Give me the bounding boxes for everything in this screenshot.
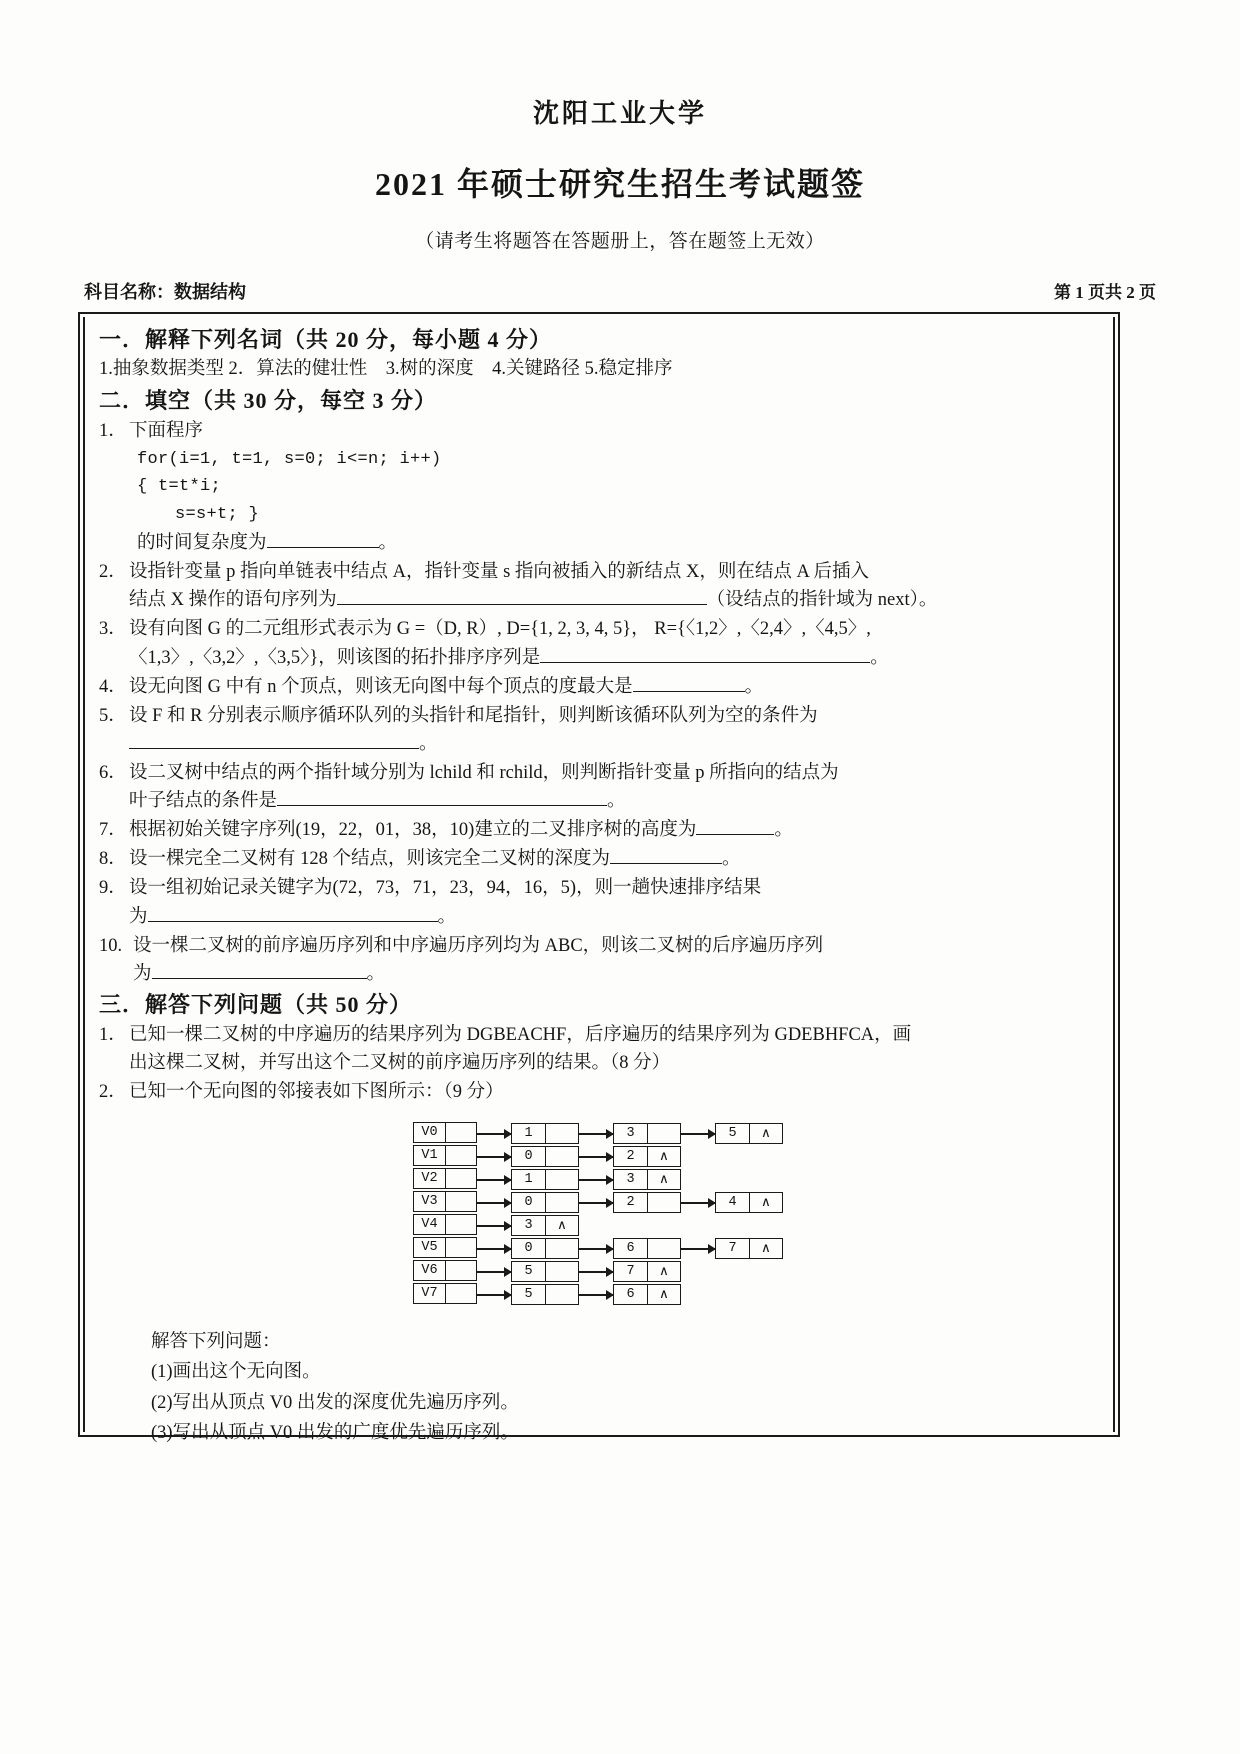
subject-label: 科目名称：数据结构 xyxy=(84,282,246,302)
answer-blank[interactable] xyxy=(152,961,367,979)
node-next-cell xyxy=(546,1170,578,1189)
question-number: 2． xyxy=(99,562,127,583)
pointer-arrow-icon xyxy=(681,1202,715,1204)
vertex-label: V6 xyxy=(414,1261,446,1280)
adjacency-node xyxy=(613,1284,681,1305)
question-number: 1． xyxy=(99,420,127,441)
question-text: 已知一个无向图的邻接表如下图所示：（9 分） xyxy=(129,1082,504,1103)
code-line-3: s=s+t; } xyxy=(175,504,260,524)
vertex-label: V1 xyxy=(414,1146,446,1165)
adjacency-node xyxy=(613,1238,681,1259)
subquestions-block xyxy=(151,1328,1097,1448)
s3q1-line-2: 出这棵二叉树，并写出这个二叉树的前序遍历序列的结果。（8 分） xyxy=(129,1053,671,1074)
pointer-arrow-icon xyxy=(477,1294,511,1296)
q9-line-1: 设一组初始记录关键字为(72，73，71，23，94，16，5)，则一趟快速排序结果 xyxy=(129,878,762,899)
adjacency-node xyxy=(613,1169,681,1190)
pointer-arrow-icon xyxy=(579,1133,613,1135)
node-value: 7 xyxy=(614,1262,648,1281)
question-text xyxy=(129,845,1097,873)
title-block xyxy=(0,0,1240,253)
nil-terminator-icon: ∧ xyxy=(659,1264,669,1280)
exam-note: （请考生将题答在答题册上，答在题签上无效） xyxy=(415,230,825,252)
section2-question-7 xyxy=(99,816,1097,844)
q2-line2-post: （设结点的指针域为 next）。 xyxy=(706,590,938,611)
vertex-head-cell xyxy=(413,1237,477,1258)
section2-question-6 xyxy=(99,759,1097,815)
node-value: 3 xyxy=(512,1216,546,1235)
q8-post: 。 xyxy=(722,849,741,870)
adjacency-node xyxy=(613,1261,681,1282)
node-next-cell xyxy=(648,1193,680,1212)
question-number: 9． xyxy=(99,878,127,899)
node-next-cell xyxy=(648,1124,680,1143)
nil-terminator-icon: ∧ xyxy=(761,1126,771,1142)
vertex-head-cell xyxy=(413,1191,477,1212)
pointer-arrow-icon xyxy=(477,1225,511,1227)
adjacency-node xyxy=(511,1169,579,1190)
section2-question-9 xyxy=(99,874,1097,930)
adjacency-node xyxy=(715,1123,783,1144)
node-value: 1 xyxy=(512,1170,546,1189)
vertex-label: V0 xyxy=(414,1123,446,1142)
pointer-arrow-icon xyxy=(681,1248,715,1250)
q10-line2-post: 。 xyxy=(366,963,386,984)
subquestion-3: (3)写出从顶点 V0 出发的广度优先遍历序列。 xyxy=(151,1422,519,1443)
vertex-head-cell xyxy=(413,1214,477,1235)
answer-blank[interactable] xyxy=(129,731,419,749)
node-next-cell xyxy=(750,1193,782,1212)
section2-question-1 xyxy=(99,417,1097,445)
adjacency-row xyxy=(413,1214,783,1237)
question-number: 3． xyxy=(99,619,127,640)
question-number: 8． xyxy=(99,849,127,870)
node-value: 5 xyxy=(716,1124,750,1143)
pointer-arrow-icon xyxy=(579,1179,613,1181)
section3-question-1 xyxy=(99,1021,1097,1077)
nil-terminator-icon: ∧ xyxy=(761,1195,771,1211)
question-text xyxy=(133,932,1097,988)
section2-question-2 xyxy=(99,558,1097,614)
node-value: 3 xyxy=(614,1124,648,1143)
node-next-cell xyxy=(648,1262,680,1281)
adjacency-list-diagram xyxy=(99,1122,1097,1306)
q9-line-2 xyxy=(129,903,1097,931)
question-number: 6． xyxy=(99,763,127,784)
adjacency-row xyxy=(413,1283,783,1306)
vertex-pointer-cell xyxy=(446,1261,476,1280)
node-value: 4 xyxy=(716,1193,750,1212)
node-next-cell xyxy=(648,1285,680,1304)
q6-line2-post: 。 xyxy=(607,791,626,812)
pointer-arrow-icon xyxy=(681,1133,715,1135)
adjacency-list-table xyxy=(413,1122,783,1306)
nil-terminator-icon: ∧ xyxy=(557,1218,567,1234)
section-2-heading: 二．填空（共 30 分，每空 3 分） xyxy=(99,387,438,413)
pointer-arrow-icon xyxy=(477,1271,511,1273)
page-number: 第 1 页共 2 页 xyxy=(1054,283,1156,302)
section-1-heading: 一．解释下列名词（共 20 分，每小题 4 分） xyxy=(99,327,553,352)
vertex-head-cell xyxy=(413,1168,477,1189)
answer-blank[interactable] xyxy=(267,530,379,548)
subquestion-1: (1)画出这个无向图。 xyxy=(151,1362,321,1383)
q5-line-2 xyxy=(129,730,1097,758)
vertex-pointer-cell xyxy=(446,1146,476,1165)
vertex-label: V2 xyxy=(414,1169,446,1188)
q6-line-2 xyxy=(129,787,1097,815)
q1-tail-pre: 的时间复杂度为 xyxy=(137,532,267,553)
question-number: 4． xyxy=(99,676,127,697)
adjacency-row xyxy=(413,1168,783,1191)
q10-line-2 xyxy=(133,960,1097,988)
node-next-cell xyxy=(546,1239,578,1258)
vertex-label: V5 xyxy=(414,1238,446,1257)
adjacency-node xyxy=(511,1215,579,1236)
section3-question-2 xyxy=(99,1078,1097,1106)
question-number: 5． xyxy=(99,705,127,726)
q10-line-1: 设一棵二叉树的前序遍历序列和中序遍历序列均为 ABC，则该二叉树的后序遍历序列 xyxy=(133,935,824,956)
section2-question-8 xyxy=(99,845,1097,873)
question-text xyxy=(129,1021,1097,1077)
node-value: 5 xyxy=(512,1262,546,1281)
answer-blank[interactable] xyxy=(696,817,774,835)
question-text: 下面程序 xyxy=(129,420,204,441)
answer-blank[interactable] xyxy=(277,788,607,806)
pointer-arrow-icon xyxy=(579,1294,613,1296)
code-line-1: for(i=1, t=1, s=0; i<=n; i++) xyxy=(137,449,442,469)
node-next-cell xyxy=(546,1285,578,1304)
answer-blank[interactable] xyxy=(337,587,707,605)
node-next-cell xyxy=(648,1147,680,1166)
question-number: 2． xyxy=(99,1082,127,1103)
q1-tail-post: 。 xyxy=(378,532,398,553)
adjacency-row xyxy=(413,1122,783,1145)
q2-line2-pre: 结点 X 操作的语句序列为 xyxy=(129,590,337,611)
question-text xyxy=(129,558,1097,614)
vertex-label: V4 xyxy=(414,1215,446,1234)
nil-terminator-icon: ∧ xyxy=(761,1241,771,1257)
adjacency-row xyxy=(413,1237,783,1260)
s3q1-line-1: 已知一棵二叉树的中序遍历的结果序列为 DGBEACHF，后序遍历的结果序列为 GDEBHFCA，画 xyxy=(129,1024,912,1045)
page-title: 2021 年硕士研究生招生考试题签 xyxy=(374,166,865,203)
node-next-cell xyxy=(750,1239,782,1258)
section2-question-5 xyxy=(99,702,1097,758)
adjacency-node xyxy=(511,1238,579,1259)
pointer-arrow-icon xyxy=(477,1156,511,1158)
adjacency-node xyxy=(511,1261,579,1282)
pointer-arrow-icon xyxy=(477,1202,511,1204)
answer-blank[interactable] xyxy=(148,904,438,922)
pointer-arrow-icon xyxy=(477,1133,511,1135)
pointer-arrow-icon xyxy=(579,1248,613,1250)
adjacency-node xyxy=(511,1284,579,1305)
adjacency-node xyxy=(511,1192,579,1213)
node-value: 2 xyxy=(614,1147,648,1166)
question-1-tail xyxy=(137,530,1097,558)
node-value: 0 xyxy=(512,1239,546,1258)
adjacency-node xyxy=(613,1146,681,1167)
q3-line2-post: 。 xyxy=(870,647,889,668)
q3-line-2 xyxy=(129,644,1097,672)
adjacency-node xyxy=(613,1192,681,1213)
q7-post: 。 xyxy=(774,820,793,841)
node-value: 6 xyxy=(614,1285,648,1304)
node-value: 6 xyxy=(614,1239,648,1258)
q2-line-1: 设指针变量 p 指向单链表中结点 A，指针变量 s 指向被插入的新结点 X，则在结点 A 后插入 xyxy=(129,562,870,583)
section2-question-10 xyxy=(99,932,1097,988)
vertex-head-cell xyxy=(413,1283,477,1304)
answer-blank[interactable] xyxy=(540,645,870,663)
answer-blank[interactable] xyxy=(633,674,745,692)
q6-line2-pre: 叶子结点的条件是 xyxy=(129,791,278,812)
vertex-pointer-cell xyxy=(446,1169,476,1188)
q9-line2-pre: 为 xyxy=(129,906,148,927)
question-text xyxy=(129,615,1097,671)
node-next-cell xyxy=(546,1216,578,1235)
adjacency-row xyxy=(413,1145,783,1168)
section2-question-4 xyxy=(99,673,1097,701)
pointer-arrow-icon xyxy=(579,1156,613,1158)
section-1-terms: 1.抽象数据类型 2．算法的健壮性 3.树的深度 4.关键路径 5.稳定排序 xyxy=(99,359,673,380)
node-next-cell xyxy=(546,1193,578,1212)
vertex-pointer-cell xyxy=(446,1215,476,1234)
node-next-cell xyxy=(648,1239,680,1258)
q5-line-1: 设 F 和 R 分别表示顺序循环队列的头指针和尾指针，则判断该循环队列为空的条件为 xyxy=(129,705,818,726)
question-number: 7． xyxy=(99,820,127,841)
q4-post: 。 xyxy=(744,676,764,697)
question-text xyxy=(129,759,1097,815)
q8-pre: 设一棵完全二叉树有 128 个结点，则该完全二叉树的深度为 xyxy=(129,849,611,870)
vertex-label: V7 xyxy=(414,1284,446,1303)
node-value: 7 xyxy=(716,1239,750,1258)
node-value: 2 xyxy=(614,1193,648,1212)
vertex-head-cell xyxy=(413,1145,477,1166)
pointer-arrow-icon xyxy=(579,1271,613,1273)
adjacency-node xyxy=(613,1123,681,1144)
nil-terminator-icon: ∧ xyxy=(659,1172,669,1188)
university-name: 沈阳工业大学 xyxy=(532,99,707,128)
content-frame xyxy=(78,312,1120,1443)
meta-row xyxy=(84,278,1156,304)
node-value: 0 xyxy=(512,1193,546,1212)
q7-pre: 根据初始关键字序列(19，22，01，38，10)建立的二叉排序树的高度为 xyxy=(129,820,697,841)
node-value: 5 xyxy=(512,1285,546,1304)
q3-line2-pre: 〈1,3〉,〈3,2〉,〈3,5〉}，则该图的拓扑排序序列是 xyxy=(129,647,541,668)
vertex-label: V3 xyxy=(414,1192,446,1211)
q5-line2-post: 。 xyxy=(419,733,438,754)
q2-line-2 xyxy=(129,586,1097,614)
pointer-arrow-icon xyxy=(579,1202,613,1204)
subquestions-title: 解答下列问题： xyxy=(151,1332,281,1353)
vertex-pointer-cell xyxy=(446,1192,476,1211)
question-text xyxy=(129,673,1097,701)
node-value: 0 xyxy=(512,1147,546,1166)
subquestion-2: (2)写出从顶点 V0 出发的深度优先遍历序列。 xyxy=(151,1392,519,1413)
vertex-head-cell xyxy=(413,1122,477,1143)
node-value: 3 xyxy=(614,1170,648,1189)
adjacency-row xyxy=(413,1260,783,1283)
vertex-pointer-cell xyxy=(446,1123,476,1142)
question-text xyxy=(129,874,1097,930)
node-next-cell xyxy=(750,1124,782,1143)
node-next-cell xyxy=(546,1262,578,1281)
node-value: 1 xyxy=(512,1124,546,1143)
adjacency-node xyxy=(511,1123,579,1144)
question-text xyxy=(129,816,1097,844)
q10-line2-pre: 为 xyxy=(133,963,152,984)
pointer-arrow-icon xyxy=(477,1248,511,1250)
content-frame-inner xyxy=(83,317,1115,1443)
adjacency-node xyxy=(715,1238,783,1259)
adjacency-row xyxy=(413,1191,783,1214)
node-next-cell xyxy=(546,1124,578,1143)
adjacency-node xyxy=(715,1192,783,1213)
node-next-cell xyxy=(546,1147,578,1166)
q4-pre: 设无向图 G 中有 n 个顶点，则该无向图中每个顶点的度最大是 xyxy=(129,676,633,697)
pointer-arrow-icon xyxy=(477,1179,511,1181)
adjacency-node xyxy=(511,1146,579,1167)
q6-line-1: 设二叉树中结点的两个指针域分别为 lchild 和 rchild，则判断指针变量 p 所指向的结点为 xyxy=(129,763,839,784)
node-next-cell xyxy=(648,1170,680,1189)
vertex-head-cell xyxy=(413,1260,477,1281)
section-3-heading: 三．解答下列问题（共 50 分） xyxy=(99,991,413,1017)
answer-blank[interactable] xyxy=(610,846,722,864)
question-number: 1． xyxy=(99,1024,127,1045)
question-text xyxy=(129,702,1097,758)
vertex-pointer-cell xyxy=(446,1284,476,1303)
q3-line-1: 设有向图 G 的二元组形式表示为 G =（D, R）, D={1, 2, 3, 4, 5}， R={〈1,2〉,〈2,4〉,〈4,5〉, xyxy=(129,619,871,640)
q9-line2-post: 。 xyxy=(437,906,457,927)
code-line-2: { t=t*i; xyxy=(137,477,222,497)
nil-terminator-icon: ∧ xyxy=(659,1287,669,1303)
section2-question-3 xyxy=(99,615,1097,671)
nil-terminator-icon: ∧ xyxy=(659,1149,669,1165)
vertex-pointer-cell xyxy=(446,1238,476,1257)
question-number: 10. xyxy=(99,935,123,956)
